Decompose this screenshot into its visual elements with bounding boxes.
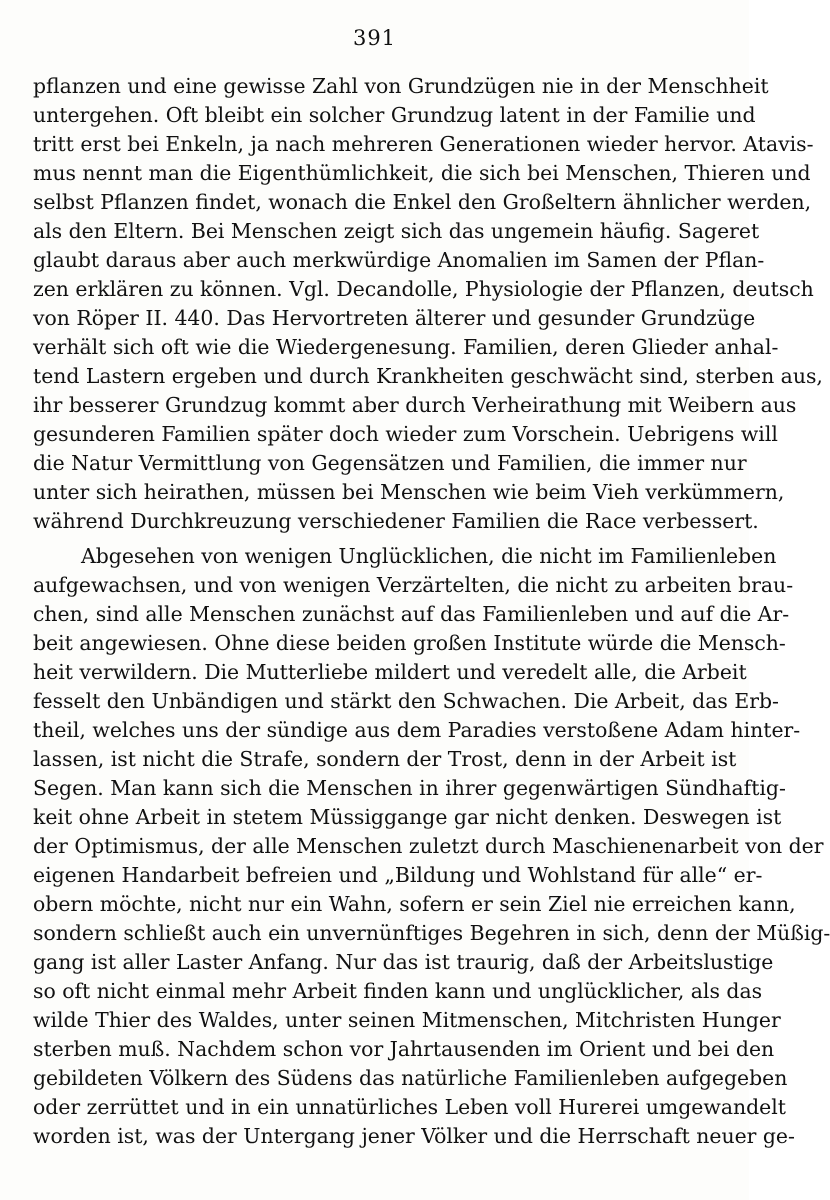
text-line: wilde Thier des Waldes, unter seinen Mitmenschen, Mitchristen Hunger bbox=[33, 1008, 781, 1032]
text-line: aufgewachsen, und von wenigen Verzärtelten, die nicht zu arbeiten brau- bbox=[33, 573, 794, 597]
text-line: Abgesehen von wenigen Unglücklichen, die nicht im Familienleben bbox=[81, 544, 777, 568]
text-line: ihr besserer Grundzug kommt aber durch Verheirathung mit Weibern aus bbox=[33, 393, 797, 417]
text-line: sterben muß. Nachdem schon vor Jahrtausenden im Orient und bei den bbox=[33, 1037, 775, 1061]
text-line: keit ohne Arbeit in stetem Müssiggange gar nicht denken. Deswegen ist bbox=[33, 805, 782, 829]
text-line: selbst Pflanzen findet, wonach die Enkel den Großeltern ähnlicher werden, bbox=[33, 190, 812, 214]
paragraph-2 bbox=[33, 542, 830, 1151]
text-line: von Röper II. 440. Das Hervortreten älterer und gesunder Grundzüge bbox=[33, 306, 756, 330]
text-line: verhält sich oft wie die Wiedergenesung. Familien, deren Glieder anhal- bbox=[33, 335, 779, 359]
text-line: die Natur Vermittlung von Gegensätzen und Familien, die immer nur bbox=[33, 451, 747, 475]
text-line: beit angewiesen. Ohne diese beiden großen Institute würde die Mensch- bbox=[33, 631, 786, 655]
text-line: der Optimismus, der alle Menschen zuletzt durch Maschienenarbeit von der bbox=[33, 834, 824, 858]
text-line: mus nennt man die Eigenthümlichkeit, die sich bei Menschen, Thieren und bbox=[33, 161, 811, 185]
text-line: lassen, ist nicht die Strafe, sondern der Trost, denn in der Arbeit ist bbox=[33, 747, 737, 771]
text-line: oder zerrüttet und in ein unnatürliches Leben voll Hurerei umgewandelt bbox=[33, 1095, 786, 1119]
text-line: glaubt daraus aber auch merkwürdige Anomalien im Samen der Pflan- bbox=[33, 248, 765, 272]
text-line: unter sich heirathen, müssen bei Menschen wie beim Vieh verkümmern, bbox=[33, 480, 785, 504]
text-line: pflanzen und eine gewisse Zahl von Grundzügen nie in der Menschheit bbox=[33, 74, 769, 98]
page-number: 391 bbox=[352, 26, 397, 50]
text-line: sondern schließt auch ein unvernünftiges Begehren in sich, denn der Müßig- bbox=[33, 921, 830, 945]
text-line: gesunderen Familien später doch wieder zum Vorschein. Uebrigens will bbox=[33, 422, 778, 446]
text-line: obern möchte, nicht nur ein Wahn, sofern er sein Ziel nie erreichen kann, bbox=[33, 892, 796, 916]
text-line: zen erklären zu können. Vgl. Decandolle, Physiologie der Pflanzen, deutsch bbox=[33, 277, 814, 301]
text-line: theil, welches uns der sündige aus dem Paradies verstoßene Adam hinter- bbox=[33, 718, 801, 742]
text-line: gebildeten Völkern des Südens das natürliche Familienleben aufgegeben bbox=[33, 1066, 788, 1090]
text-line: gang ist aller Laster Anfang. Nur das ist traurig, daß der Arbeitslustige bbox=[33, 950, 774, 974]
text-line: fesselt den Unbändigen und stärkt den Schwachen. Die Arbeit, das Erb- bbox=[33, 689, 779, 713]
text-line: worden ist, was der Untergang jener Völker und die Herrschaft neuer ge- bbox=[33, 1124, 795, 1148]
text-line: Segen. Man kann sich die Menschen in ihrer gegenwärtigen Sündhaftig- bbox=[33, 776, 786, 800]
text-line: eigenen Handarbeit befreien und „Bildung und Wohlstand für alle“ er- bbox=[33, 863, 763, 887]
text-line: als den Eltern. Bei Menschen zeigt sich das ungemein häufig. Sageret bbox=[33, 219, 760, 243]
text-line: heit verwildern. Die Mutterliebe mildert und veredelt alle, die Arbeit bbox=[33, 660, 747, 684]
text-line: untergehen. Oft bleibt ein solcher Grundzug latent in der Familie und bbox=[33, 103, 756, 127]
text-line: chen, sind alle Menschen zunächst auf das Familienleben und auf die Ar- bbox=[33, 602, 790, 626]
text-line: so oft nicht einmal mehr Arbeit finden kann und unglücklicher, als das bbox=[33, 979, 763, 1003]
text-line: tend Lastern ergeben und durch Krankheiten geschwächt sind, sterben aus, bbox=[33, 364, 823, 388]
text-line: während Durchkreuzung verschiedener Familien die Race verbessert. bbox=[33, 509, 759, 533]
paragraph-1 bbox=[33, 72, 823, 536]
text-line: tritt erst bei Enkeln, ja nach mehreren Generationen wieder hervor. Atavis- bbox=[33, 132, 814, 156]
